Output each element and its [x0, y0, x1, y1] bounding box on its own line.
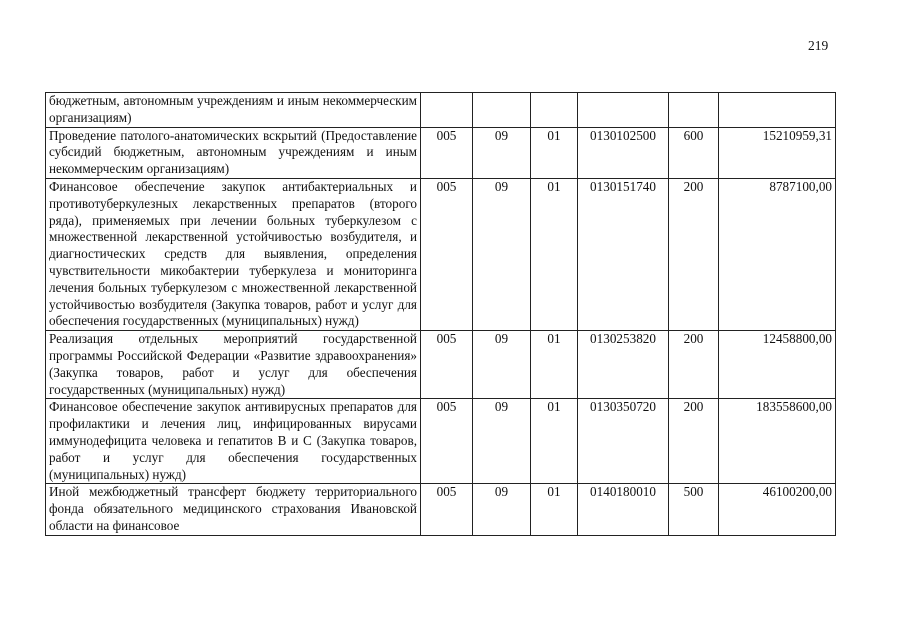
amount: 12458800,00 [719, 331, 836, 399]
target-article-code: 0130350720 [578, 399, 669, 484]
target-article-code: 0130151740 [578, 178, 669, 330]
expense-type-code: 200 [669, 399, 719, 484]
subsection-code [531, 93, 578, 128]
section-code [473, 93, 531, 128]
subsection-code: 01 [531, 484, 578, 535]
expense-type-code: 600 [669, 127, 719, 178]
section-code: 09 [473, 127, 531, 178]
section-code: 09 [473, 484, 531, 535]
ministry-code: 005 [421, 178, 473, 330]
expense-type-code [669, 93, 719, 128]
row-description: бюджетным, автономным учреждениям и иным некоммерческим организациям) [46, 93, 421, 128]
target-article-code: 0130253820 [578, 331, 669, 399]
subsection-code: 01 [531, 178, 578, 330]
subsection-code: 01 [531, 331, 578, 399]
target-article-code: 0130102500 [578, 127, 669, 178]
subsection-code: 01 [531, 399, 578, 484]
amount: 46100200,00 [719, 484, 836, 535]
table-row [46, 484, 836, 535]
amount: 15210959,31 [719, 127, 836, 178]
target-article-code: 0140180010 [578, 484, 669, 535]
amount: 8787100,00 [719, 178, 836, 330]
row-description: Финансовое обеспечение закупок антивирусных препаратов для профилактики и лечения лиц, инфицированных вирусами иммунодефицита человека и гепатитов В и С (Закупка товаров, работ и услуг для обеспечения государственных (муниципальных) нужд) [46, 399, 421, 484]
budget-table [45, 92, 836, 536]
ministry-code: 005 [421, 484, 473, 535]
section-code: 09 [473, 178, 531, 330]
expense-type-code: 500 [669, 484, 719, 535]
row-description: Иной межбюджетный трансферт бюджету территориального фонда обязательного медицинского страхования Ивановской области на финансовое [46, 484, 421, 535]
table-row [46, 331, 836, 399]
row-description: Финансовое обеспечение закупок антибактериальных и противотуберкулезных лекарственных препаратов (второго ряда), применяемых при лечении больных туберкулезом с множественной лекарственной устойчивостью возбудителя, и диагностических средств для выявления, определения чувствительности микобактерии туберкулеза и мониторинга лечения больных туберкулезом с множественной лекарственной устойчивостью возбудителя (Закупка товаров, работ и услуг для обеспечения государственных (муниципальных) нужд) [46, 178, 421, 330]
ministry-code: 005 [421, 399, 473, 484]
expense-type-code: 200 [669, 178, 719, 330]
row-description: Реализация отдельных мероприятий государственной программы Российской Федерации «Развитие здравоохранения» (Закупка товаров, работ и услуг для обеспечения государственных (муниципальных) нужд) [46, 331, 421, 399]
amount: 183558600,00 [719, 399, 836, 484]
section-code: 09 [473, 331, 531, 399]
section-code: 09 [473, 399, 531, 484]
table-row [46, 178, 836, 330]
page-number: 219 [808, 38, 829, 53]
table-row [46, 127, 836, 178]
expense-type-code: 200 [669, 331, 719, 399]
ministry-code [421, 93, 473, 128]
target-article-code [578, 93, 669, 128]
row-description: Проведение патолого-анатомических вскрытий (Предоставление субсидий бюджетным, автономным учреждениям и иным некоммерческим организациям) [46, 127, 421, 178]
ministry-code: 005 [421, 331, 473, 399]
amount [719, 93, 836, 128]
subsection-code: 01 [531, 127, 578, 178]
ministry-code: 005 [421, 127, 473, 178]
table-row [46, 399, 836, 484]
table-row [46, 93, 836, 128]
